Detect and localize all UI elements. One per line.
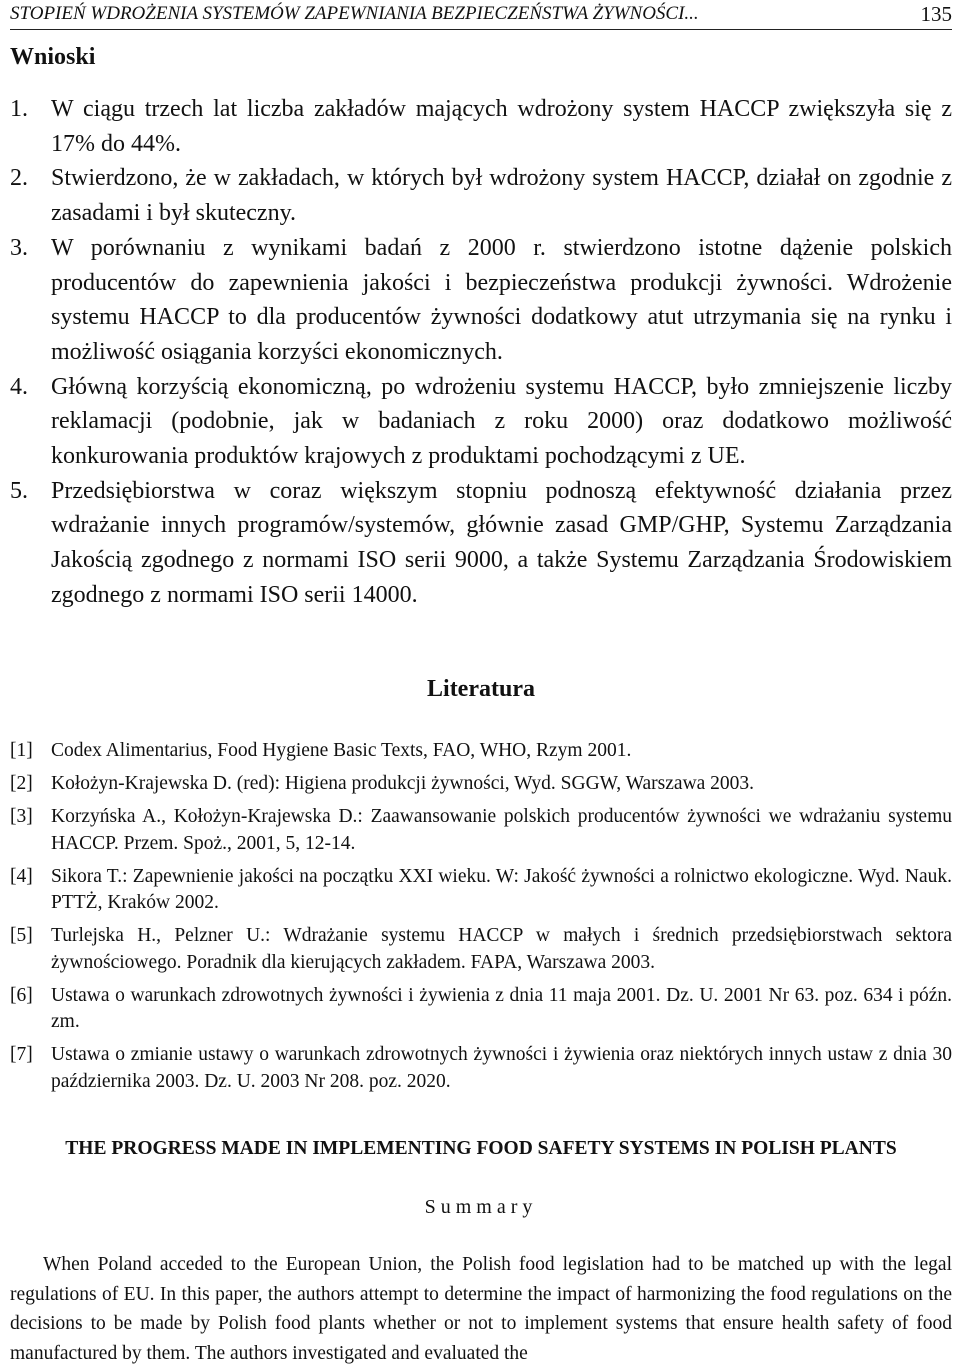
reference-text: Korzyńska A., Kołożyn-Krajewska D.: Zaawansowanie polskich producentów żywności we wdrażaniu systemu HACCP. Przem. Spoż., 2001, 5, 12-14. [51,806,952,854]
summary-heading: Summary [424,1196,538,1218]
conclusion-number: 5. [10,477,28,504]
reference-text: Turlejska H., Pelzner U.: Wdrażanie systemu HACCP w małych i średnich przedsiębiorstwach sektora żywnościowego. Poradnik dla kierujących zakładem. FAPA, Warszawa 2003. [51,925,952,973]
conclusion-text: W porównaniu z wynikami badań z 2000 r. stwierdzono istotne dążenie polskich producentów do zapewnienia jakości i bezpieczeństwa produkcji żywności. Wdrożenie systemu HACCP to dla producentów żywności dodatkowy atut utrzymania się na rynku i możliwość osiągania korzyści ekonomicznych. [51,234,952,365]
reference-item [10,983,952,1036]
conclusion-number: 2. [10,165,28,192]
page-number: 135 [920,2,952,26]
conclusion-item [10,231,952,370]
reference-item [10,1042,952,1095]
reference-text: Codex Alimentarius, Food Hygiene Basic Texts, FAO, WHO, Rzym 2001. [51,740,632,761]
reference-number: [5] [10,925,33,946]
english-title: THE PROGRESS MADE IN IMPLEMENTING FOOD SAFETY SYSTEMS IN POLISH PLANTS [65,1138,897,1159]
reference-number: [6] [10,984,33,1006]
reference-item [10,923,952,976]
running-head-title: STOPIEŃ WDROŻENIA SYSTEMÓW ZAPEWNIANIA BEZPIECZEŃSTWA ŻYWNOŚCI... [10,3,699,24]
reference-number: [3] [10,806,33,827]
reference-number: [7] [10,1044,33,1065]
conclusion-text: W ciągu trzech lat liczba zakładów mających wdrożony system HACCP zwiększyła się z 17% do 44%. [51,96,952,157]
conclusion-text: Stwierdzono, że w zakładach, w których był wdrożony system HACCP, działał on zgodnie z zasadami i był skuteczny. [51,165,952,227]
conclusion-item [10,161,952,230]
reference-number: [2] [10,773,33,794]
literature-heading: Literatura [427,676,535,702]
conclusion-number: 1. [10,96,28,122]
abstract-text: When Poland acceded to the European Union, the Polish food legislation had to be matched up with the legal regulations of EU. In this paper, the authors attempt to determine the impact of harmonizing the food regulations on the decisions to be made by Polish food plants whether or not to implement systems that ensure health safety of food manufactured by them. The authors investigated and evaluated the [10,1254,952,1364]
running-head [10,2,952,30]
conclusion-item [10,92,952,161]
reference-text: Sikora T.: Zapewnienie jakości na początku XXI wieku. W: Jakość żywności a rolnictwo ekologiczne. Wyd. Nauk. PTTŻ, Kraków 2002. [51,865,952,913]
reference-text: Kołożyn-Krajewska D. (red): Higiena produkcji żywności, Wyd. SGGW, Warszawa 2003. [51,773,755,794]
conclusion-text: Główną korzyścią ekonomiczną, po wdrożeniu systemu HACCP, było zmniejszenie liczby reklamacji (podobnie, jak w badaniach z roku 2000) oraz dodatkowo możliwość konkurowania produktów krajowych z produktami pochodzącymi z UE. [51,373,952,470]
reference-list [10,738,952,1102]
reference-item [10,804,952,857]
reference-text: Ustawa o warunkach zdrowotnych żywności i żywienia z dnia 11 maja 2001. Dz. U. 2001 Nr 63. poz. 634 i późn. zm. [51,984,952,1032]
conclusion-number: 3. [10,234,28,261]
reference-number: [1] [10,740,33,761]
reference-number: [4] [10,865,33,887]
conclusion-number: 4. [10,373,28,400]
conclusion-item [10,474,952,613]
reference-text: Ustawa o zmianie ustawy o warunkach zdrowotnych żywności i żywienia oraz niektórych innych ustaw z dnia 30 października 2003. Dz. U. 2003 Nr 208. poz. 2020. [51,1044,952,1092]
conclusions-heading: Wnioski [10,44,96,70]
conclusion-text: Przedsiębiorstwa w coraz większym stopniu podnoszą efektywność działania przez wdrażanie innych programów/systemów, głównie zasad GMP/GHP, Systemu Zarządzania Jakością zgodnego z normami ISO serii 9000, a także Systemu Zarządzania Środowiskiem zgodnego z normami ISO serii 14000. [51,477,952,608]
conclusion-item [10,370,952,474]
reference-item [10,864,952,917]
reference-item [10,771,952,798]
conclusions-list [10,92,952,613]
reference-item [10,738,952,765]
